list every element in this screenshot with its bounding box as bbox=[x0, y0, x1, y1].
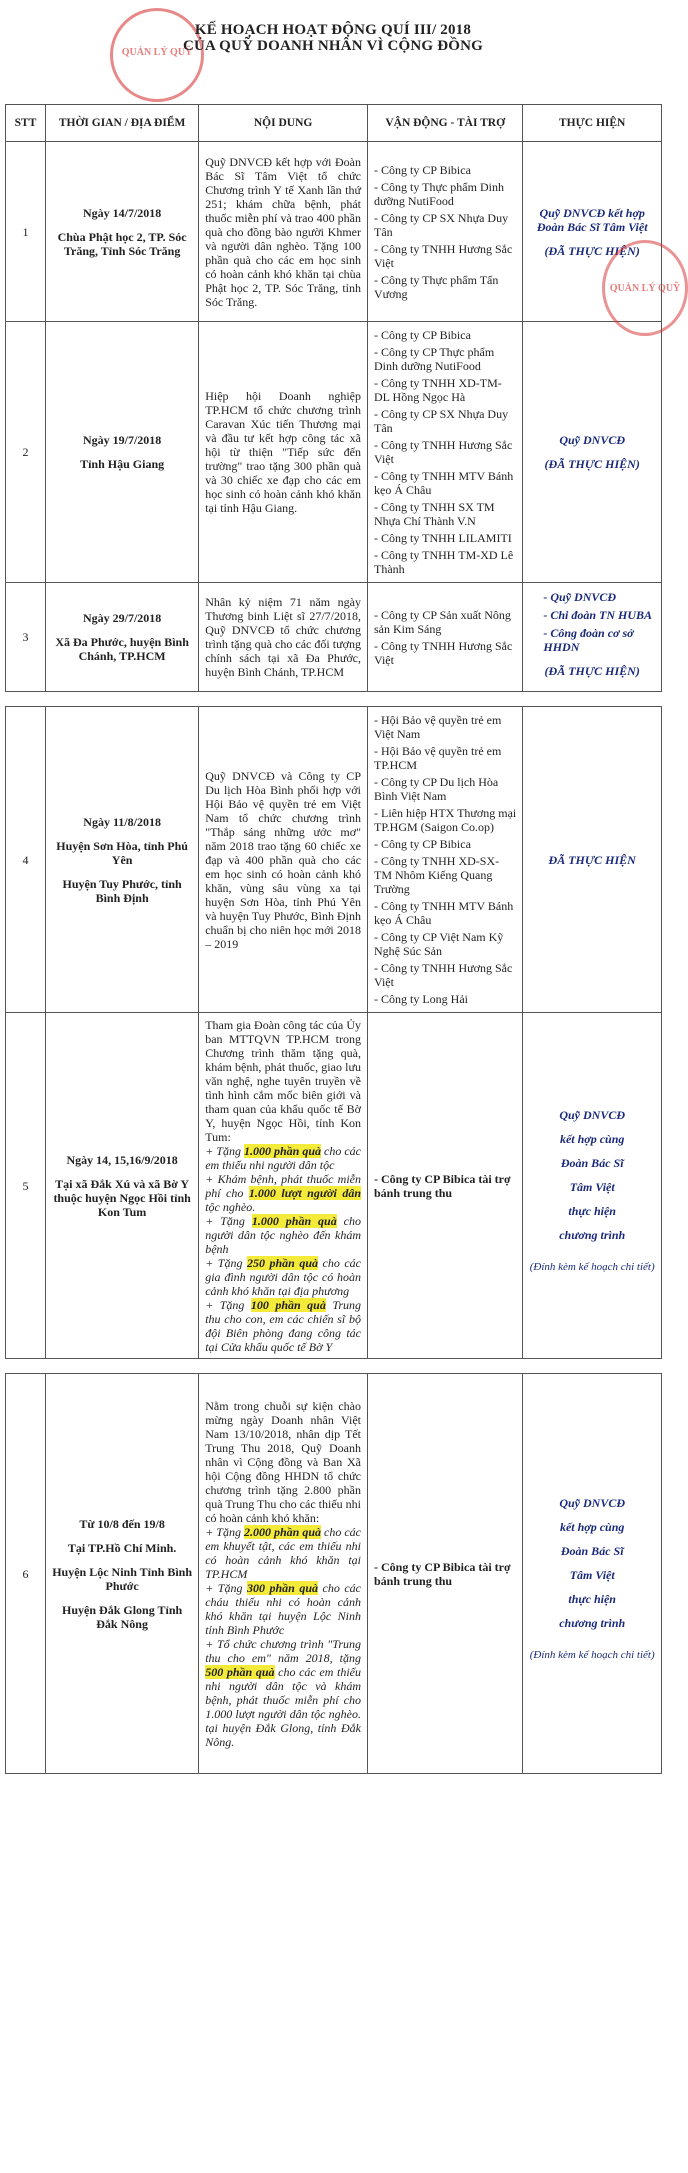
document-title bbox=[0, 22, 666, 54]
sponsor-item: - Công ty TNHH TM-XD Lê Thành bbox=[374, 548, 516, 576]
red-seal-stamp-side: QUẢN LÝ QUỸ bbox=[602, 240, 688, 336]
time-place-line: Từ 10/8 đến 19/8 bbox=[79, 1516, 165, 1531]
item-prefix: + Tổ chức chương trình "Trung thu cho em" năm 2018, tặng bbox=[205, 1636, 361, 1665]
execution-unit: - Chi đoàn TN HUBA bbox=[543, 608, 655, 622]
content-item bbox=[205, 1172, 361, 1214]
content-cell bbox=[199, 707, 368, 1013]
execution-cell bbox=[523, 1013, 662, 1359]
execution-unit: - Quỹ DNVCĐ bbox=[543, 590, 655, 604]
table-header-row bbox=[6, 105, 662, 142]
execution-note: (Đính kèm kế hoạch chi tiết) bbox=[529, 1260, 655, 1273]
gap-cell bbox=[6, 692, 662, 707]
highlighted-quantity: 1.000 phần quà bbox=[251, 1213, 337, 1228]
content-item bbox=[205, 1144, 361, 1172]
content-intro: Nằm trong chuỗi sự kiện chào mừng ngày Doanh nhân Việt Nam 13/10/2018, nhân dịp Tết Trung Thu 2018, Quỹ Doanh nhân vì Cộng đồng và Ban Xã hội Cộng đồng HHDN tổ chức chương trình tặng 2.800 phần quà Trung Thu cho các thiếu nhi có hoàn cảnh khó khăn: bbox=[205, 1398, 361, 1525]
title-line-2: CỦA QUỸ DOANH NHÂN VÌ CỘNG ĐỒNG bbox=[182, 38, 484, 54]
item-prefix: + Tặng bbox=[205, 1143, 244, 1158]
sponsor-item: - Công ty TNHH XD-SX-TM Nhôm Kiếng Quang Trường bbox=[374, 854, 516, 896]
table-row bbox=[6, 583, 662, 692]
content-cell bbox=[199, 322, 368, 583]
highlighted-quantity: 250 phần quà bbox=[246, 1255, 319, 1270]
execution-cell bbox=[523, 583, 662, 692]
content-cell bbox=[199, 1013, 368, 1359]
highlighted-quantity: 500 phần quà bbox=[205, 1664, 275, 1679]
item-suffix: cho các em khuyết tật, các em thiếu nhi có hoàn cảnh khó khăn tại TP.HCM bbox=[205, 1524, 361, 1581]
execution-line: chương trình bbox=[559, 1615, 626, 1630]
highlighted-quantity: 1.000 phần quà bbox=[243, 1143, 322, 1158]
time-place-line: Huyện Tuy Phước, tỉnh Bình Định bbox=[62, 876, 182, 905]
sponsor-cell bbox=[368, 1013, 523, 1359]
sponsor-item: - Công ty TNHH MTV Bánh kẹo Á Châu bbox=[374, 899, 516, 927]
header-sponsor: VẬN ĐỘNG - TÀI TRỢ bbox=[368, 105, 523, 142]
table-row bbox=[6, 322, 662, 583]
time-place-line: Tỉnh Hậu Giang bbox=[80, 457, 165, 471]
content-intro: Tham gia Đoàn công tác của Ủy ban MTTQVN TP.HCM trong Chương trình thăm tặng quà, khám bệnh, phát thuốc, giao lưu văn nghệ, nghe tuyên truyền về tình hình cắm mốc biên giới và tham quan của khẩu quốc tế Bờ Y, huyện Ngọc Hồi, tỉnh Kon Tum: bbox=[205, 1017, 361, 1144]
sponsor-item: - Công ty CP Bibica tài trợ bánh trung thu bbox=[374, 1172, 516, 1200]
execution-cell bbox=[523, 1374, 662, 1774]
sponsor-item: - Công ty Long Hải bbox=[374, 992, 516, 1006]
item-suffix: cho người dân tộc nghèo đến khám bệnh bbox=[205, 1213, 361, 1256]
table-row bbox=[6, 707, 662, 1013]
item-prefix: + Tặng bbox=[205, 1255, 247, 1270]
execution-line: Đoàn Bác Sĩ bbox=[560, 1543, 624, 1558]
item-suffix: Trung thu cho con, em các chiến sĩ bộ đội Biên phòng đang công tác tại Cửa khẩu quốc tế Bờ Y bbox=[205, 1297, 362, 1354]
header-content: NỘI DUNG bbox=[199, 105, 368, 142]
sponsor-item: - Liên hiệp HTX Thương mại TP.HGM (Saigon Co.op) bbox=[374, 806, 516, 834]
gap-cell bbox=[6, 1359, 662, 1374]
execution-cell bbox=[523, 707, 662, 1013]
sponsor-cell bbox=[368, 1374, 523, 1774]
time-place-line: Xã Đa Phước, huyện Bình Chánh, TP.HCM bbox=[55, 635, 189, 663]
execution-line: Quỹ DNVCĐ bbox=[559, 1107, 626, 1122]
highlighted-quantity: 2.000 phần quà bbox=[243, 1524, 322, 1539]
execution-line: thực hiện bbox=[568, 1591, 616, 1606]
item-prefix: + Tặng bbox=[205, 1213, 252, 1228]
execution-line: (ĐÃ THỰC HIỆN) bbox=[544, 457, 640, 471]
sponsor-item: - Công ty CP SX Nhựa Duy Tân bbox=[374, 211, 516, 239]
header-execution: THỰC HIỆN bbox=[523, 105, 662, 142]
row-number: 3 bbox=[6, 583, 46, 692]
title-line-1: KẾ HOẠCH HOẠT ĐỘNG QUÍ III/ 2018 bbox=[194, 22, 472, 38]
item-prefix: + Tặng bbox=[205, 1524, 244, 1539]
sponsor-item: - Công ty Thực phẩm Tấn Vương bbox=[374, 273, 516, 301]
content-cell bbox=[199, 1374, 368, 1774]
sponsor-item: - Công ty CP SX Nhựa Duy Tân bbox=[374, 407, 516, 435]
item-suffix: cho các em thiếu nhi người dân tộc và khám bệnh, phát thuốc miễn phí cho 1.000 lượt người dân tộc nghèo. tại huyện Đắk Glong, tỉnh Đắk Nông. bbox=[205, 1664, 361, 1749]
content-item bbox=[205, 1637, 361, 1749]
execution-note: (Đính kèm kế hoạch chi tiết) bbox=[529, 1648, 655, 1661]
sponsor-item: - Công ty CP Sản xuất Nông sản Kim Sáng bbox=[374, 608, 516, 636]
time-place-line: Chùa Phật học 2, TP. Sóc Trăng, Tỉnh Sóc Trăng bbox=[57, 229, 187, 258]
time-place-cell bbox=[46, 583, 199, 692]
execution-line: ĐÃ THỰC HIỆN bbox=[548, 852, 636, 867]
page-break-gap bbox=[6, 1359, 662, 1374]
time-place-line: Ngày 14, 15,16/9/2018 bbox=[66, 1152, 178, 1167]
content-text: Quỹ DNVCĐ kết hợp với Đoàn Bác Sĩ Tâm Việt tổ chức Chương trình Y tế Xanh lần thứ 251; khám chữa bệnh, phát thuốc miễn phí và trao 400 phần quà cho đồng bào người Khmer và người dân nghèo. Tặng 100 phần quà cho các em học sinh có hoàn cảnh khó khăn tại chùa Phật học 2, TP. Sóc Trăng, tỉnh Sóc Trăng. bbox=[205, 154, 361, 309]
content-item bbox=[205, 1298, 361, 1354]
row-number: 4 bbox=[6, 707, 46, 1013]
sponsor-item: - Công ty TNHH SX TM Nhựa Chí Thành V.N bbox=[374, 500, 516, 528]
execution-line: thực hiện bbox=[568, 1203, 616, 1218]
time-place-cell bbox=[46, 142, 199, 322]
content-item bbox=[205, 1525, 361, 1581]
execution-cell bbox=[523, 322, 662, 583]
execution-line: chương trình bbox=[559, 1227, 626, 1242]
highlighted-quantity: 100 phần quà bbox=[250, 1297, 326, 1312]
sponsor-item: - Công ty TNHH Hương Sắc Việt bbox=[374, 242, 516, 270]
sponsor-item: - Công ty TNHH Hương Sắc Việt bbox=[374, 639, 516, 667]
sponsor-item: - Công ty TNHH LILAMITI bbox=[374, 531, 516, 545]
item-suffix: cho các em thiếu nhi người dân tộc bbox=[205, 1143, 361, 1172]
row-number: 2 bbox=[6, 322, 46, 583]
sponsor-cell bbox=[368, 142, 523, 322]
content-text: Quỹ DNVCĐ và Công ty CP Du lịch Hòa Bình phối hợp với Hội Bảo vệ quyền trẻ em Việt Nam tổ chức chương trình "Thắp sáng những ước mơ" năm 2018 trao tặng 60 chiếc xe đạp và 400 phần quà cho các em học sinh có hoàn cảnh khó khăn, vùng sâu vùng xa tại huyện Sơn Hòa, tỉnh Phú Yên và huyện Tuy Phước, Bình Định chuẩn bị cho niên học mới 2018 – 2019 bbox=[205, 768, 361, 951]
row-number: 5 bbox=[6, 1013, 46, 1359]
sponsor-item: - Công ty Thực phẩm Dinh dưỡng NutiFood bbox=[374, 180, 516, 208]
item-prefix: + Tặng bbox=[205, 1297, 251, 1312]
time-place-line: Huyện Lộc Ninh Tỉnh Bình Phước bbox=[52, 1564, 193, 1593]
header-time-place: THỜI GIAN / ĐỊA ĐIỂM bbox=[46, 105, 199, 142]
execution-line: Quỹ DNVCĐ bbox=[559, 433, 626, 447]
execution-line: Tâm Việt bbox=[569, 1179, 615, 1194]
sponsor-item: - Công ty TNHH Hương Sắc Việt bbox=[374, 961, 516, 989]
execution-line: kết hợp cùng bbox=[559, 1131, 625, 1146]
execution-line: Quỹ DNVCĐ bbox=[559, 1495, 626, 1510]
sponsor-item: - Hội Bảo vệ quyền trẻ em TP.HCM bbox=[374, 744, 516, 772]
item-suffix: tộc nghèo. bbox=[205, 1199, 256, 1214]
item-suffix: cho các gia đình người dân tộc có hoàn cảnh khó khăn tại địa phương bbox=[205, 1255, 361, 1298]
content-cell bbox=[199, 142, 368, 322]
sponsor-item: - Công ty CP Bibica tài trợ bánh trung thu bbox=[374, 1560, 516, 1588]
row-number: 1 bbox=[6, 142, 46, 322]
content-text: Nhân kỷ niệm 71 năm ngày Thương binh Liệt sĩ 27/7/2018, Quỹ DNVCĐ tổ chức chương trình tặng quà cho các đối tượng chính sách tại xã Đa Phước, huyện Bình Chánh, TP.HCM bbox=[205, 595, 361, 679]
table-row bbox=[6, 1374, 662, 1774]
content-item bbox=[205, 1256, 361, 1298]
sponsor-item: - Công ty CP Bibica bbox=[374, 328, 516, 342]
execution-line: (ĐÃ THỰC HIỆN) bbox=[544, 243, 640, 258]
header-stt: STT bbox=[6, 105, 46, 142]
time-place-line: Huyện Đắk Glong Tỉnh Đắk Nông bbox=[62, 1602, 183, 1631]
item-prefix: + Tặng bbox=[205, 1580, 247, 1595]
sponsor-item: - Hội Bảo vệ quyền trẻ em Việt Nam bbox=[374, 713, 516, 741]
table-row bbox=[6, 1013, 662, 1359]
highlighted-quantity: 1.000 lượt người dân bbox=[248, 1185, 361, 1200]
page-break-gap bbox=[6, 692, 662, 707]
time-place-cell bbox=[46, 1013, 199, 1359]
sponsor-item: - Công ty CP Bibica bbox=[374, 163, 516, 177]
highlighted-quantity: 300 phần quà bbox=[246, 1580, 319, 1595]
execution-line: (ĐÃ THỰC HIỆN) bbox=[544, 664, 640, 678]
item-suffix: cho các cháu thiếu nhi có hoàn cảnh khó khăn tại huyện Lộc Ninh tỉnh Bình Phước bbox=[205, 1580, 361, 1637]
row-number: 6 bbox=[6, 1374, 46, 1774]
sponsor-item: - Công ty CP Bibica bbox=[374, 837, 516, 851]
time-place-cell bbox=[46, 707, 199, 1013]
time-place-line: Ngày 14/7/2018 bbox=[82, 205, 162, 220]
time-place-line: Ngày 19/7/2018 bbox=[82, 433, 162, 447]
execution-line: Tâm Việt bbox=[569, 1567, 615, 1582]
sponsor-cell bbox=[368, 322, 523, 583]
time-place-line: Ngày 29/7/2018 bbox=[82, 611, 162, 625]
execution-line: Đoàn Bác Sĩ bbox=[560, 1155, 624, 1170]
red-seal-stamp: QUẢN LÝ QUỸ bbox=[110, 8, 204, 102]
content-item bbox=[205, 1581, 361, 1637]
execution-line: Quỹ DNVCĐ kết hợp Đoàn Bác Sĩ Tâm Việt bbox=[536, 205, 648, 234]
time-place-line: Tại xã Đắk Xú và xã Bờ Y thuộc huyện Ngọc Hồi tỉnh Kon Tum bbox=[53, 1176, 191, 1219]
content-cell bbox=[199, 583, 368, 692]
activity-plan-table bbox=[5, 104, 662, 1774]
sponsor-item: - Công ty CP Thực phẩm Dinh dưỡng NutiFood bbox=[374, 345, 516, 373]
execution-unit: - Công đoàn cơ sở HHDN bbox=[543, 626, 655, 654]
sponsor-item: - Công ty CP Việt Nam Kỹ Nghệ Súc Sản bbox=[374, 930, 516, 958]
sponsor-item: - Công ty CP Du lịch Hòa Bình Việt Nam bbox=[374, 775, 516, 803]
item-prefix: + Khám bệnh, phát thuốc miễn phí cho bbox=[205, 1171, 361, 1200]
time-place-line: Huyện Sơn Hòa, tỉnh Phú Yên bbox=[56, 838, 188, 867]
time-place-cell bbox=[46, 1374, 199, 1774]
table-row bbox=[6, 142, 662, 322]
sponsor-item: - Công ty TNHH MTV Bánh kẹo Á Châu bbox=[374, 469, 516, 497]
time-place-line: Ngày 11/8/2018 bbox=[83, 814, 161, 829]
sponsor-item: - Công ty TNHH Hương Sắc Việt bbox=[374, 438, 516, 466]
time-place-line: Tại TP.Hồ Chí Minh. bbox=[67, 1540, 177, 1555]
sponsor-cell bbox=[368, 583, 523, 692]
sponsor-item: - Công ty TNHH XD-TM-DL Hồng Ngọc Hà bbox=[374, 376, 516, 404]
content-text: Hiệp hội Doanh nghiệp TP.HCM tổ chức chương trình Caravan Xúc tiến Thương mại và đầu tư kết hợp công tác xã hội từ thiện "Tiếp sức đến trường" trao tặng 300 phần quà và 30 chiếc xe đạp cho các em học sinh có hoàn cảnh khó khăn tại tỉnh Hậu Giang. bbox=[205, 389, 361, 515]
execution-line: kết hợp cùng bbox=[559, 1519, 625, 1534]
sponsor-cell bbox=[368, 707, 523, 1013]
content-item bbox=[205, 1214, 361, 1256]
time-place-cell bbox=[46, 322, 199, 583]
